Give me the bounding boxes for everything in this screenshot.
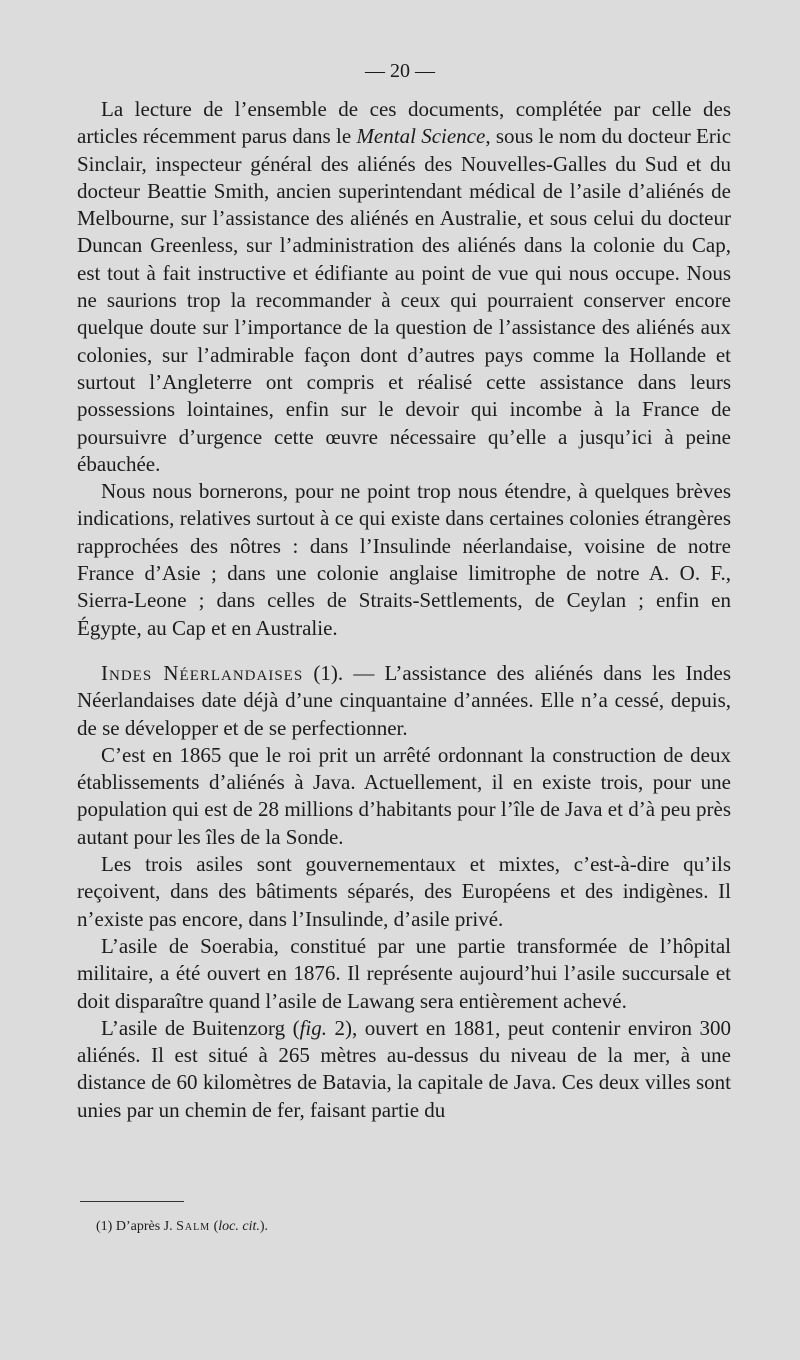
paragraph: [77, 1015, 731, 1124]
footnote-rule: [80, 1201, 184, 1202]
paragraph-text: , sous le nom du docteur Eric Sinclair, inspecteur général des aliénés des Nouvelles-Galles du Sud et du docteur Beattie Smith, ancien superintendant médical de l’asile d’aliénés de Melbourne, sur l’assistance des aliénés en Australie, et sous celui du docteur Duncan Greenless, sur l’administration des aliénés dans la colonie du Cap, est tout à fait instructive et édifiante au point de vue qui nous occupe. Nous ne saurions trop la recommander à ceux qui pourraient conserver encore quelque doute sur l’importance de la question de l’assistance des aliénés aux colonies, sur l’admirable façon dont d’autres pays comme la Hollande et surtout l’Angleterre ont compris et réalisé cette assistance dans leurs possessions lointaines, enfin sur le devoir qui incombe à la France de poursuivre d’urgence cette œuvre nécessaire qu’elle a jusqu’ici à peine ébauchée.: [77, 124, 732, 476]
paragraph-text: 2), ouvert en 1881, peut contenir environ 300 aliénés. Il est situé à 265 mètres au-dessus du niveau de la mer, à une distance de 60 kilomètres de Batavia, la capitale de Java. Ces deux villes sont unies par un chemin de fer, faisant partie du: [77, 1015, 731, 1122]
paragraph-text: La lecture de l’ensemble de ces documents, complétée par celle des articles récemment parus dans le: [77, 97, 731, 149]
footnote: [96, 1219, 268, 1235]
paragraph: Nous nous bornerons, pour ne point trop nous étendre, à quelques brèves indications, relatives surtout à ce qui existe dans certaines colonies étrangères rapprochées des nôtres : dans l’Insulinde néerlandaise, voisine de notre France d’Asie ; dans une colonie anglaise limitrophe de notre A. O. F., Sierra-Leone ; dans celles de Straits-Settlements, de Ceylan ; enfin en Égypte, au Cap et en Australie.: [77, 479, 731, 640]
footnote-author: Salm: [176, 1219, 211, 1234]
paragraph: C’est en 1865 que le roi prit un arrêté ordonnant la construction de deux établissements d’aliénés à Java. Actuellement, il en existe trois, pour une population qui est de 28 millions d’habitants pour l’île de Java et d’à peu près autant pour les îles de la Sonde.: [77, 742, 731, 849]
footnote-text: ).: [259, 1219, 269, 1234]
paragraph-text: — L’assistance des aliénés dans les Indes Néerlandaises date déjà d’une cinquantaine d’années. Elle n’a cessé, depuis, de se développer et de se perfectionner.: [77, 660, 731, 740]
paragraph: L’asile de Soerabia, constitué par une partie transformée de l’hôpital militaire, a été ouvert en 1876. Il représente aujourd’hui l’asile succursale et doit disparaître quand l’asile de Lawang sera entièrement achevé.: [77, 933, 731, 1013]
page-number: — 20 —: [365, 60, 435, 82]
paragraph: [77, 96, 731, 478]
body-text: [77, 96, 731, 1124]
footnote-reference: loc. cit.: [218, 1219, 260, 1234]
paragraph: Les trois asiles sont gouvernementaux et mixtes, c’est-à-dire qu’ils reçoivent, dans des bâtiments séparés, des Européens et des indigènes. Il n’existe pas encore, dans l’Insulinde, d’asile privé.: [77, 852, 731, 931]
footnote-marker: (1): [96, 1219, 116, 1234]
footnote-text: D’après J.: [115, 1219, 177, 1234]
paragraph: [77, 660, 731, 742]
journal-title: Mental Science: [356, 124, 486, 149]
footnote-ref: (1).: [303, 660, 344, 685]
paragraph-text: L’asile de Buitenzorg (: [101, 1015, 300, 1040]
footnote-text: (: [210, 1219, 219, 1234]
figure-ref: fig.: [299, 1015, 328, 1040]
section-heading: Indes Néerlandaises: [101, 660, 304, 685]
